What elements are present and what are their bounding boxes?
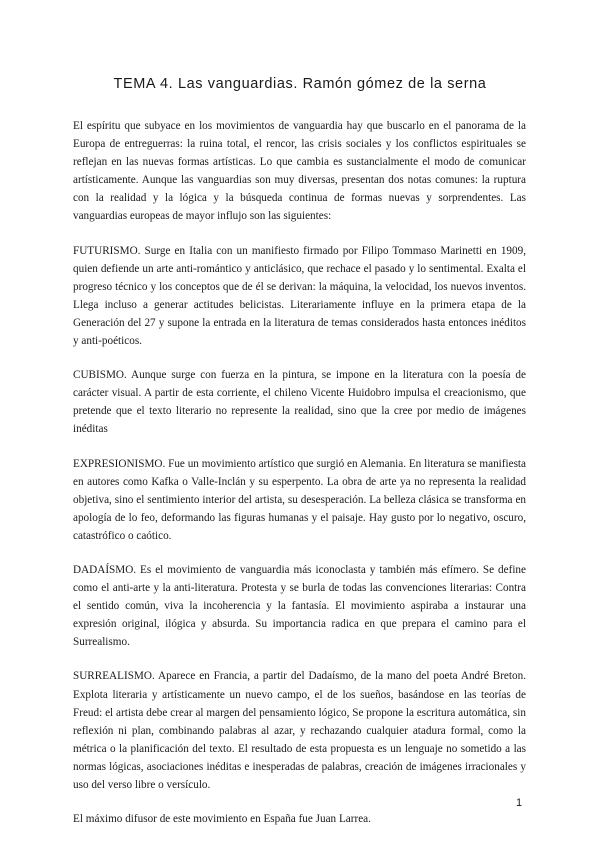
paragraph-cubismo: CUBISMO. Aunque surge con fuerza en la pintura, se impone en la literatura con la poesía de carácter visual. A partir de esta corriente, el chileno Vicente Huidobro impulsa el creacionismo, que pretende que el texto literario no represente la realidad, sino que la cree por medio de imágenes inéditas [73, 369, 526, 436]
paragraph-expresionismo: EXPRESIONISMO. Fue un movimiento artístico que surgió en Alemania. En literatura se manifiesta en autores como Kafka o Valle-Inclán y su esperpento. La obra de arte ya no representa la realidad objetiva, sino el sentimiento interior del artista, su desesperación. La belleza clásica se transforma en apología de lo feo, deformando las figuras humanas y el paisaje. Hay gusto por lo negativo, oscuro, catastrófico o caótico. [73, 457, 526, 542]
paragraph-surrealismo: SURREALISMO. Aparece en Francia, a partir del Dadaísmo, de la mano del poeta André Breton. Explota literaria y artísticamente un nuevo campo, el de los sueños, basándose en las teorías de Freud: el artista debe crear al margen del pensamiento lógico, Se propone la escritura automática, sin reflexión ni plan, combinando palabras al azar, y rechazando cualquier atadura formal, como la métrica o la planificación del texto. El resultado de esta propuesta es un lenguaje no sometido a las normas lógicas, asociaciones inéditas e inesperadas de palabras, creación de imágenes irracionales y uso del verso libre o versículo. [73, 670, 526, 791]
paragraph-intro: El espíritu que subyace en los movimientos de vanguardia hay que buscarlo en el panorama de la Europa de entreguerras: la ruina total, el rencor, las crisis sociales y los conflictos espirituales se reflejan en las nuevas formas artísticas. Lo que cambia es sustancialmente el modo de comunicar artísticamente. Aunque las vanguardias son muy diversas, presentan dos notas comunes: la ruptura con la realidad y la lógica y la búsqueda continua de formas nuevas y sorprendentes. Las vanguardias europeas de mayor influjo son las siguientes: [73, 120, 526, 223]
page-title: TEMA 4. Las vanguardias. Ramón gómez de la serna [113, 76, 487, 92]
document-body [73, 117, 526, 844]
paragraph-closing: El máximo difusor de este movimiento en España fue Juan Larrea. [73, 813, 371, 826]
page-number: 1 [516, 797, 523, 809]
paragraph-futurismo: FUTURISMO. Surge en Italia con un manifiesto firmado por Filipo Tommaso Marinetti en 1909, quien defiende un arte anti-romántico y anticlásico, que rechace el pasado y lo sentimental. Exalta el progreso técnico y los conceptos que de él se derivan: la máquina, la velocidad, los nuevos inventos. Llega incluso a generar actitudes belicistas. Literariamente influye en la primera etapa de la Generación del 27 y supone la entrada en la literatura de temas considerados hasta entonces inéditos y anti-poéticos. [73, 244, 526, 348]
paragraph-dadaismo: DADAÍSMO. Es el movimiento de vanguardia más iconoclasta y también más efímero. Se define como el anti-arte y la anti-literatura. Protesta y se burla de todas las convenciones literarias: Contra el sentido común, viva la incoherencia y la fantasía. El movimiento aspiraba a instaurar una expresión original, ilógica y absurda. Su importancia radica en que prepara el camino para el Surrealismo. [73, 563, 526, 649]
